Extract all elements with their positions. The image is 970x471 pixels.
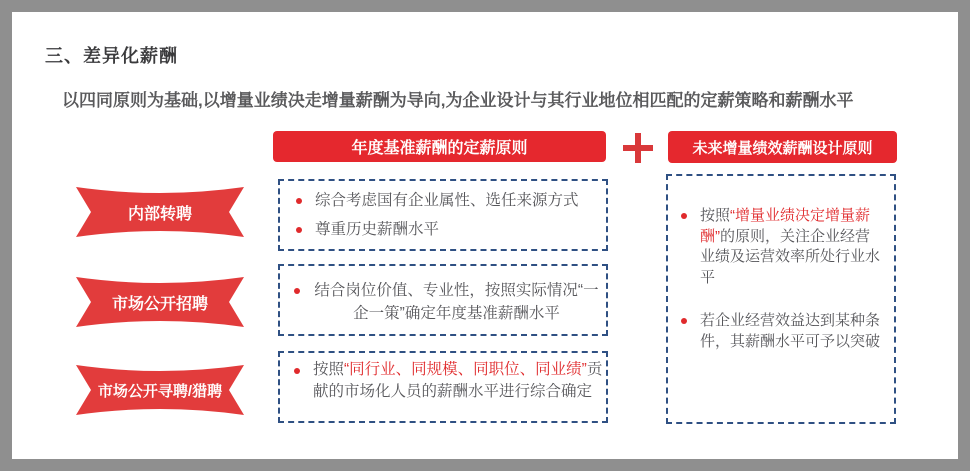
ribbon-label: 市场公开招聘 xyxy=(111,295,208,313)
bullet-dot-icon xyxy=(296,227,302,233)
base-pay-box-headhunt xyxy=(278,351,608,423)
ribbon-label: 市场公开寻聘/猎聘 xyxy=(97,382,223,400)
header-incentive: 未来增量绩效薪酬设计原则 xyxy=(668,131,897,163)
page-title: 三、差异化薪酬 xyxy=(45,46,178,66)
bullet-list xyxy=(280,266,606,325)
bullet-dot-icon xyxy=(294,368,300,374)
base-pay-box-internal xyxy=(278,179,608,251)
bullet-dot-icon xyxy=(681,213,687,219)
bullet-list xyxy=(668,176,894,352)
bullet-text: 结合岗位价值、专业性，按照实际情况“一企一策”确定年度基准薪酬水平 xyxy=(314,282,599,322)
subtitle: 以四同原则为基础,以增量业绩决走增量薪酬为导向,为企业设计与其行业地位相匹配的定薪策略和薪酬水平 xyxy=(62,91,854,110)
ribbon-open-market-recruit xyxy=(74,276,246,328)
bullet-text: 尊重历史薪酬水平 xyxy=(315,221,440,238)
bullet-dot-icon xyxy=(294,288,300,294)
bullet-item xyxy=(296,189,600,212)
bullet-text: 综合考虑国有企业属性、选任来源方式 xyxy=(315,192,579,209)
bullet-dot-icon xyxy=(681,318,687,324)
incentive-principles-box xyxy=(666,174,896,424)
base-pay-box-market xyxy=(278,264,608,336)
header-base-pay: 年度基准薪酬的定薪原则 xyxy=(273,131,606,162)
ribbon-label: 内部转聘 xyxy=(127,205,192,223)
bullet-list xyxy=(280,181,606,241)
ribbon-internal-transfer xyxy=(74,186,246,238)
bullet-item xyxy=(681,206,884,288)
plus-icon xyxy=(623,133,653,163)
bullet-dot-icon xyxy=(296,198,302,204)
bullet-list xyxy=(280,353,606,403)
bullet-text: 按照“增量业绩决定增量薪酬”的原则，关注企业经营业绩及运营效率所处行业水平 xyxy=(700,207,881,286)
ribbon-headhunting xyxy=(74,364,246,416)
bullet-item xyxy=(294,279,600,325)
bullet-item xyxy=(296,218,600,241)
bullet-item xyxy=(681,311,884,352)
slide xyxy=(12,12,958,459)
bullet-text: 按照“同行业、同规模、同职位、同业绩”贡献的市场化人员的薪酬水平进行综合确定 xyxy=(313,361,603,400)
bullet-item xyxy=(294,359,604,403)
bullet-text: 若企业经营效益达到某种条件，其薪酬水平可予以突破 xyxy=(700,312,881,350)
